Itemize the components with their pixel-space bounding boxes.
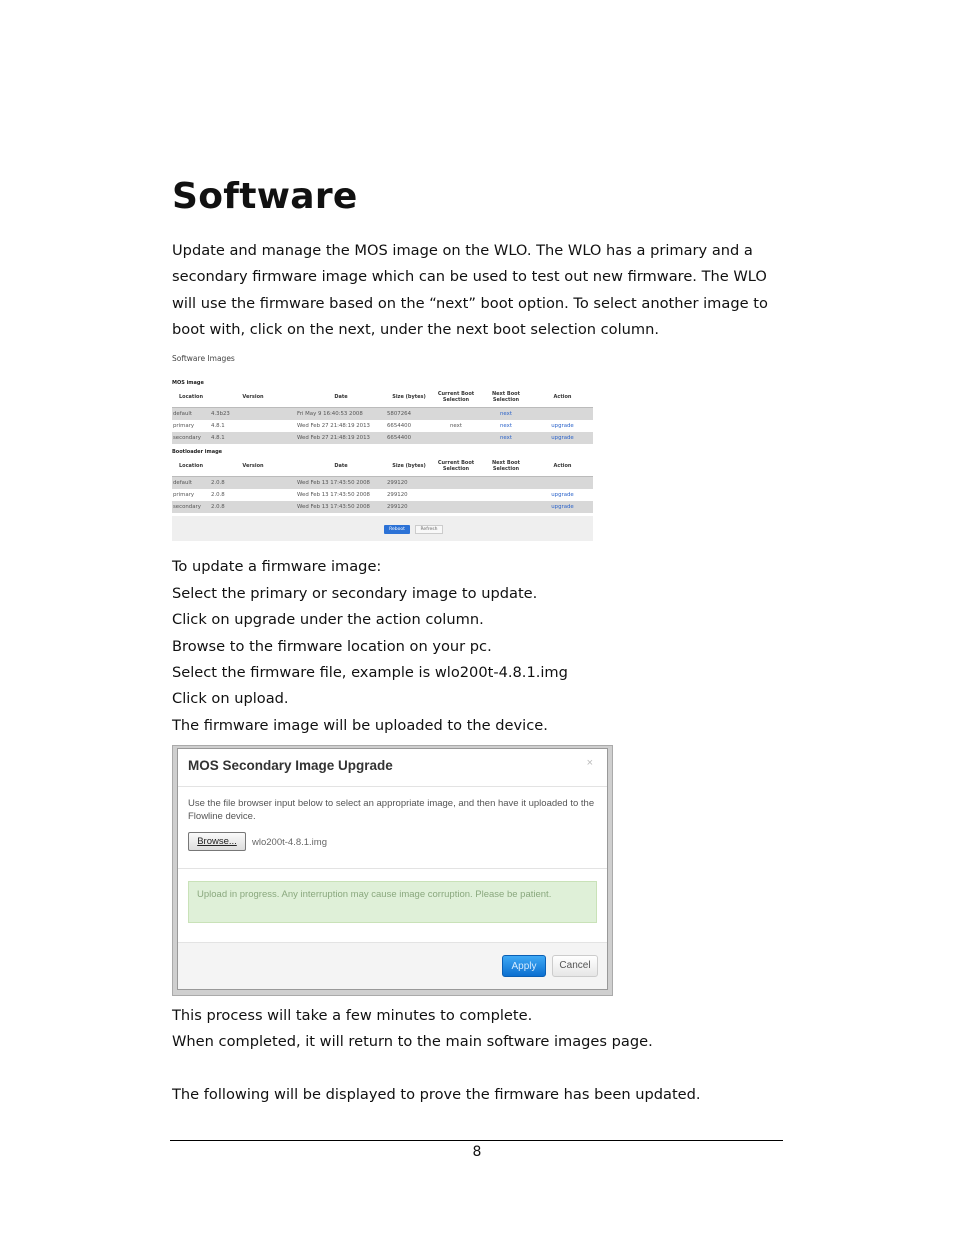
software-images-title: Software Images [172, 354, 235, 363]
intro-paragraph: Update and manage the MOS image on the WLO. The WLO has a primary and a secondary firmware image which can be used to test out new firmware. The WLO will use the firmware based on the “next” boot option. To select another image to boot with, click on the next, under the next boot selection column. [172, 242, 768, 339]
cell-version: 2.0.8 [211, 492, 225, 498]
cell-current-boot [432, 489, 480, 501]
reboot-button[interactable]: Reboot [384, 525, 410, 534]
table-row [172, 408, 593, 421]
software-images-footer [172, 516, 593, 541]
upgrade-link[interactable] [532, 408, 593, 421]
software-images-screenshot [170, 350, 594, 542]
cell-version: 4.8.1 [210, 432, 296, 444]
cell-date: Wed Feb 13 17:43:50 2008 [296, 477, 386, 490]
cancel-button[interactable]: Cancel [552, 955, 598, 977]
column-header: Version [210, 456, 296, 477]
footer-rule [170, 1140, 783, 1141]
cell-size: 5807264 [386, 408, 432, 421]
cell-version: 4.8.1 [211, 423, 225, 429]
table-row [172, 477, 593, 490]
cell-location: primary [173, 423, 195, 429]
steps-intro: To update a firmware image: [172, 558, 382, 575]
cell-current-boot [432, 501, 480, 513]
cell-next-boot [480, 501, 532, 513]
column-header: Location [172, 387, 210, 408]
close-icon[interactable]: × [586, 757, 593, 769]
cell-version: 2.0.8 [210, 477, 296, 490]
selected-file-name: wlo200t-4.8.1.img [252, 837, 327, 848]
next-boot-link[interactable]: next [480, 408, 532, 421]
column-header: Current Boot Selection [432, 456, 480, 477]
cell-size: 299120 [386, 501, 432, 513]
upgrade-link[interactable]: upgrade [532, 501, 593, 513]
table-row [172, 501, 593, 513]
cell-location: default [172, 477, 210, 490]
upload-progress-alert: Upload in progress. Any interruption may cause image corruption. Please be patient. [188, 881, 597, 923]
table-row [172, 420, 593, 432]
bootloader-image-table [172, 456, 593, 513]
table-header-row [172, 387, 593, 408]
step-line: The firmware image will be uploaded to the device. [172, 717, 548, 734]
divider [178, 786, 607, 787]
upgrade-dialog-screenshot [172, 745, 613, 996]
cell-next-boot [480, 477, 532, 490]
step-line: Select the firmware file, example is wlo200t-4.8.1.img [172, 664, 568, 681]
dialog-footer [178, 942, 607, 989]
bootloader-image-title: Bootloader image [172, 449, 223, 455]
cell-next-boot [480, 489, 532, 501]
cell-size: 6654400 [387, 423, 412, 429]
column-header: Current Boot Selection [432, 387, 480, 408]
table-row [172, 432, 593, 444]
cell-size: 299120 [387, 492, 408, 498]
upgrade-dialog [177, 748, 608, 990]
column-header: Action [532, 387, 593, 408]
upgrade-link[interactable] [532, 477, 593, 490]
cell-location: default [172, 408, 210, 421]
column-header: Size (bytes) [386, 387, 432, 408]
page-number: 8 [472, 1144, 482, 1160]
cell-size: 6654400 [386, 432, 432, 444]
cell-current-boot [432, 408, 480, 421]
closing-line: The following will be displayed to prove the firmware has been updated. [172, 1086, 701, 1103]
column-header: Location [172, 456, 210, 477]
page-title: Software [172, 176, 358, 217]
column-header: Date [296, 456, 386, 477]
step-line: Click on upload. [172, 690, 289, 707]
closing-line: When completed, it will return to the main software images page. [172, 1033, 653, 1050]
apply-button[interactable]: Apply [502, 955, 546, 977]
dialog-title: MOS Secondary Image Upgrade [188, 758, 393, 773]
column-header: Next Boot Selection [480, 456, 532, 477]
cell-location: primary [173, 492, 195, 498]
mos-image-table [172, 387, 593, 444]
column-header: Version [210, 387, 296, 408]
cell-current-boot: next [450, 423, 462, 429]
step-line: Click on upgrade under the action column. [172, 611, 484, 628]
column-header: Next Boot Selection [480, 387, 532, 408]
column-header: Action [532, 456, 593, 477]
upgrade-link[interactable]: upgrade [532, 432, 593, 444]
column-header: Date [296, 387, 386, 408]
divider [178, 868, 607, 869]
cell-date: Wed Feb 27 21:48:19 2013 [297, 423, 370, 429]
refresh-button[interactable]: Refresh [415, 525, 443, 534]
cell-current-boot [432, 432, 480, 444]
column-header: Size (bytes) [386, 456, 432, 477]
closing-line: This process will take a few minutes to complete. [172, 1007, 533, 1024]
upgrade-link[interactable]: upgrade [551, 423, 574, 429]
cell-version: 2.0.8 [210, 501, 296, 513]
cell-date: Wed Feb 13 17:43:50 2008 [297, 492, 370, 498]
cell-current-boot [432, 477, 480, 490]
table-row [172, 489, 593, 501]
cell-location: secondary [172, 501, 210, 513]
table-header-row [172, 456, 593, 477]
next-boot-link[interactable]: next [480, 432, 532, 444]
cell-size: 299120 [386, 477, 432, 490]
cell-date: Wed Feb 27 21:48:19 2013 [296, 432, 386, 444]
cell-date: Fri May 9 16:40:53 2008 [296, 408, 386, 421]
cell-location: secondary [172, 432, 210, 444]
browse-button[interactable]: Browse... [188, 832, 246, 851]
step-line: Select the primary or secondary image to update. [172, 585, 538, 602]
step-line: Browse to the firmware location on your pc. [172, 638, 492, 655]
cell-version: 4.3b23 [210, 408, 296, 421]
dialog-description: Use the file browser input below to select an appropriate image, and then have it uploaded to the Flowline device. [188, 798, 595, 822]
next-boot-link[interactable]: next [500, 423, 512, 429]
mos-image-title: MOS image [172, 380, 204, 386]
cell-date: Wed Feb 13 17:43:50 2008 [296, 501, 386, 513]
upgrade-link[interactable]: upgrade [551, 492, 574, 498]
